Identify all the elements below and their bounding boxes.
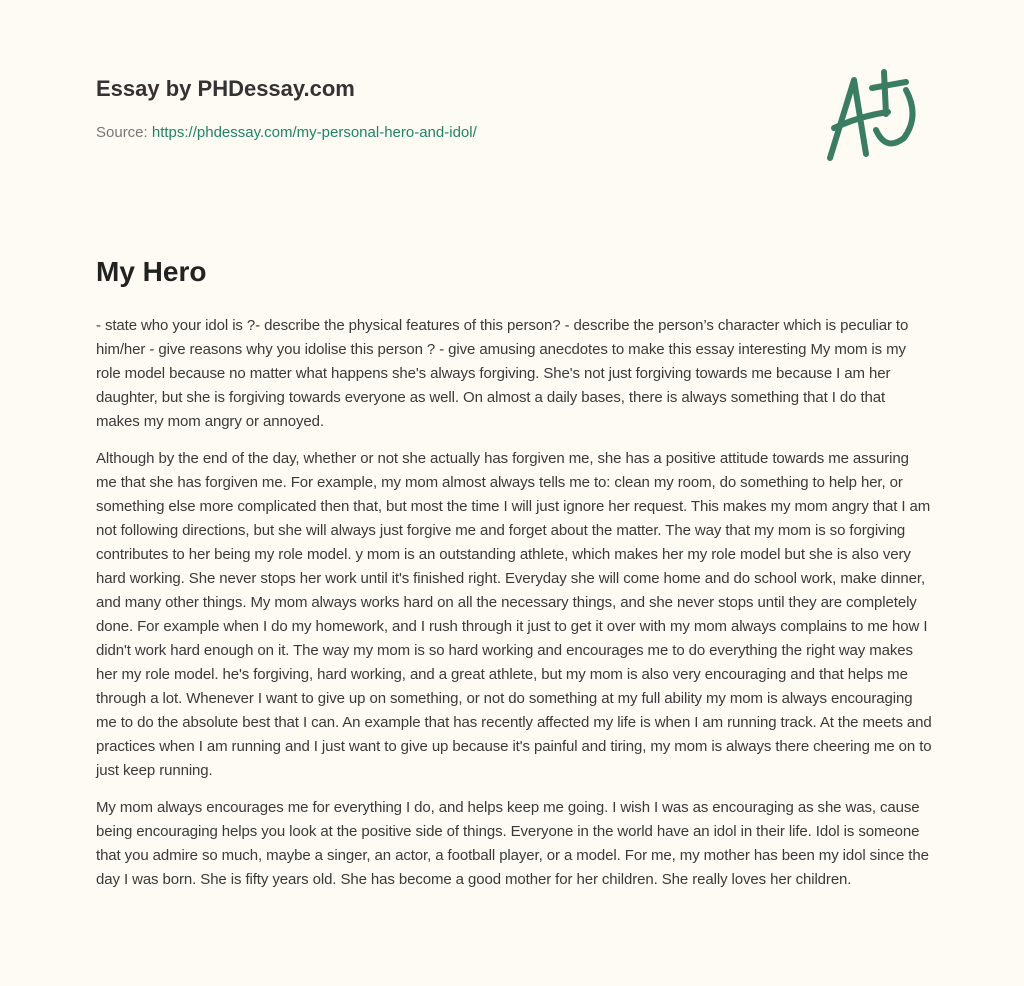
essay-title: My Hero <box>96 256 207 287</box>
essay-paragraph: - state who your idol is ?- describe the physical features of this person? - describe the person’s character which is peculiar to him/her - give reasons why you idolise this person ? - give amusing anecdotes to make this essay interesting My mom is my role model because no matter what happens she's always forgiving. She's not just forgiving towards me because I am her daughter, but she is forgiving towards everyone as well. On almost a daily bases, there is always something that I do that makes my mom angry or annoyed. <box>96 317 909 430</box>
a-plus-logo-icon <box>820 66 930 166</box>
essay-paragraph: Although by the end of the day, whether or not she actually has forgiven me, she has a positive attitude towards me assuring me that she has forgiven me. For example, my mom almost always tells me to: clean my room, do something to help her, or something else more complicated then that, but most the time I will just ignore her request. This makes my mom angry that I am not following directions, but she will always just forgive me and forget about the matter. The way that my mom is so forgiving contributes to her being my role model. y mom is an outstanding athlete, which makes her my role model but she is also very hard working. She never stops her work until it's finished right. Everyday she will come home and do school work, make dinner, and many other things. My mom always works hard on all the necessary things, and she never stops until they are completely done. For example when I do my homework, and I rush through it just to get it over with my mom always complains to me how I didn't work hard enough on it. The way my mom is so hard working and encourages me to do everything the right way makes her my role model. he's forgiving, hard working, and a great athlete, but my mom is also very encouraging and that helps me through a lot. Whenever I want to give up on something, or not do something at my full ability my mom is always encouraging me to do the absolute best that I can. An example that has recently affected my life is when I am running track. At the meets and practices when I am running and I just want to give up because it's painful and tiring, my mom is always there cheering me on to just keep running. <box>96 450 932 779</box>
site-title: Essay by PHDessay.com <box>96 76 355 101</box>
essay-body <box>96 314 932 905</box>
essay-paragraph: My mom always encourages me for everything I do, and helps keep me going. I wish I was as encouraging as she was, cause being encouraging helps you look at the positive side of things. Everyone in the world have an idol in their life. Idol is someone that you admire so much, maybe a singer, an actor, a football player, or a model. For me, my mother has been my idol since the day I was born. She is fifty years old. She has become a good mother for her children. She really loves her children. <box>96 799 929 888</box>
source-link[interactable]: https://phdessay.com/my-personal-hero-and-idol/ <box>151 124 477 141</box>
source-label: Source: <box>96 124 148 141</box>
source-line <box>96 124 477 141</box>
